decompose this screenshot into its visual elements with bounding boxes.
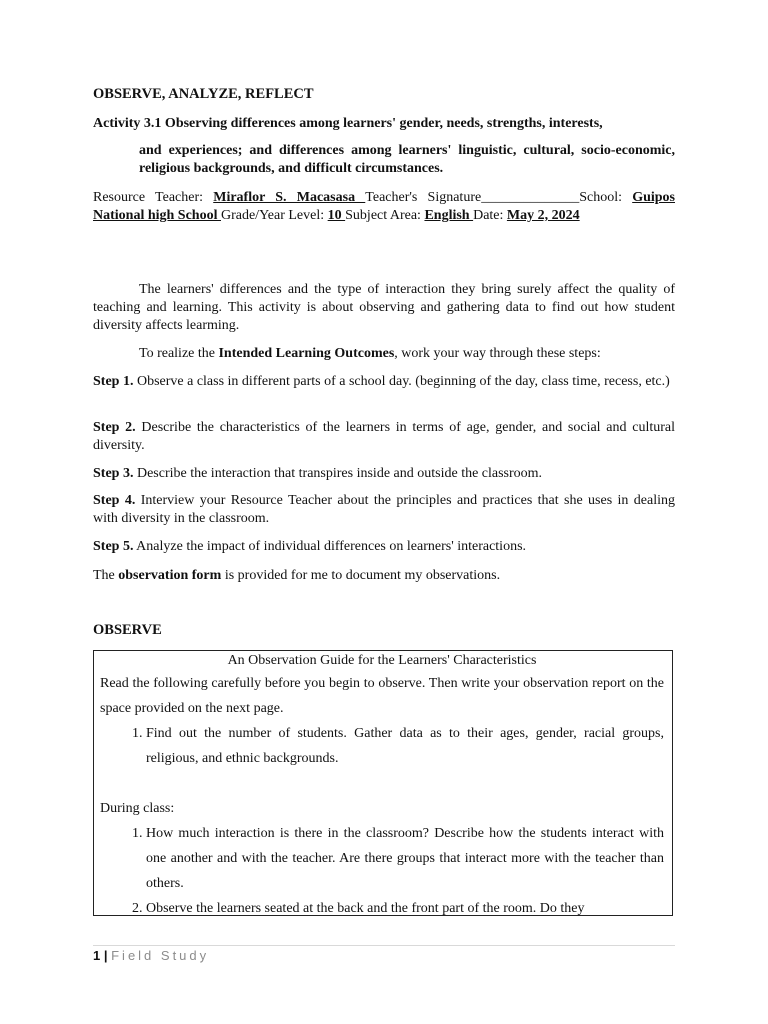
note-bold: observation form bbox=[118, 568, 222, 583]
step-3 bbox=[93, 465, 675, 483]
observation-note bbox=[93, 567, 675, 585]
page-footer bbox=[93, 948, 209, 963]
activity-title-line2: and experiences; and differences among learners' linguistic, cultural, socio-economic, religious backgrounds, and difficult circumstances. bbox=[139, 143, 675, 176]
school-label: School: bbox=[579, 190, 633, 205]
subject-label: Subject Area: bbox=[345, 208, 425, 223]
realize-prefix: To realize the bbox=[139, 346, 219, 361]
signature-blank: ______________ bbox=[481, 190, 580, 205]
step-label: Step 4. bbox=[93, 493, 136, 508]
during-class-label: During class: bbox=[100, 801, 175, 816]
date-value: May 2, 2024 bbox=[506, 208, 580, 223]
date-label: Date: bbox=[473, 208, 507, 223]
guide-list-pre bbox=[100, 721, 664, 771]
guide-intro: Read the following carefully before you begin to observe. Then write your observation report on the space provided on the next page. bbox=[100, 676, 664, 716]
realize-suffix: , work your way through these steps: bbox=[394, 346, 601, 361]
observation-guide-box bbox=[93, 650, 673, 916]
note-prefix: The bbox=[93, 568, 119, 583]
school-name: Guipos National high School bbox=[93, 190, 675, 223]
step-text: Describe the characteristics of the learners in terms of age, gender, and social and cultural diversity. bbox=[93, 420, 675, 453]
guide-spacer bbox=[100, 771, 664, 796]
page-number: 1 bbox=[93, 948, 101, 963]
footer-label: Field Study bbox=[111, 948, 210, 963]
step-text: Describe the interaction that transpires inside and outside the classroom. bbox=[133, 466, 543, 481]
step-label: Step 3. bbox=[93, 466, 134, 481]
realize-paragraph bbox=[139, 345, 675, 363]
guide-item: 1. How much interaction is there in the classroom? Describe how the students interact with one another and with the teacher. Are there groups that interact more with the teacher than others. bbox=[146, 821, 664, 896]
step-label: Step 1. bbox=[93, 374, 134, 389]
intro-paragraph: The learners' differences and the type of interaction they bring surely affect the quality of teaching and learning. This activity is about observing and gathering data to find out how student diversity affects learming. bbox=[93, 282, 675, 333]
resource-teacher-label: Resource Teacher: bbox=[93, 190, 214, 205]
resource-info bbox=[93, 189, 675, 225]
step-text: Interview your Resource Teacher about the principles and practices that she uses in dealing with diversity in the classroom. bbox=[93, 493, 676, 526]
step-4 bbox=[93, 492, 675, 528]
footer-divider bbox=[93, 945, 675, 946]
step-2 bbox=[93, 419, 675, 455]
step-label: Step 2. bbox=[93, 420, 136, 435]
step-5 bbox=[93, 538, 675, 556]
observe-heading: OBSERVE bbox=[93, 622, 162, 638]
step-label: Step 5. bbox=[93, 539, 134, 554]
page-heading: OBSERVE, ANALYZE, REFLECT bbox=[93, 86, 314, 102]
resource-teacher-name: Miraflor S. Macasasa bbox=[213, 190, 366, 205]
activity-title-line1: Activity 3.1 Observing differences among learners' gender, needs, strengths, interests, bbox=[93, 116, 603, 131]
subject-value: English bbox=[424, 208, 474, 223]
step-1 bbox=[93, 373, 675, 391]
note-suffix: is provided for me to document my observations. bbox=[221, 568, 501, 583]
step-text: Analyze the impact of individual differences on learners' interactions. bbox=[133, 539, 527, 554]
signature-label: Teacher's Signature bbox=[365, 190, 482, 205]
grade-value: 10 bbox=[327, 208, 346, 223]
step-text: Observe a class in different parts of a school day. (beginning of the day, class time, recess, etc.) bbox=[133, 374, 670, 389]
realize-bold: Intended Learning Outcomes bbox=[218, 346, 395, 361]
footer-separator: | bbox=[100, 948, 112, 963]
guide-item: 1. Find out the number of students. Gather data as to their ages, gender, racial groups, religious, and ethnic backgrounds. bbox=[146, 721, 664, 771]
grade-label: Grade/Year Level: bbox=[220, 208, 328, 223]
guide-item: 2. Observe the learners seated at the back and the front part of the room. Do they bbox=[146, 896, 664, 916]
guide-list-during bbox=[100, 821, 664, 916]
guide-title: An Observation Guide for the Learners' Characteristics bbox=[227, 653, 537, 668]
